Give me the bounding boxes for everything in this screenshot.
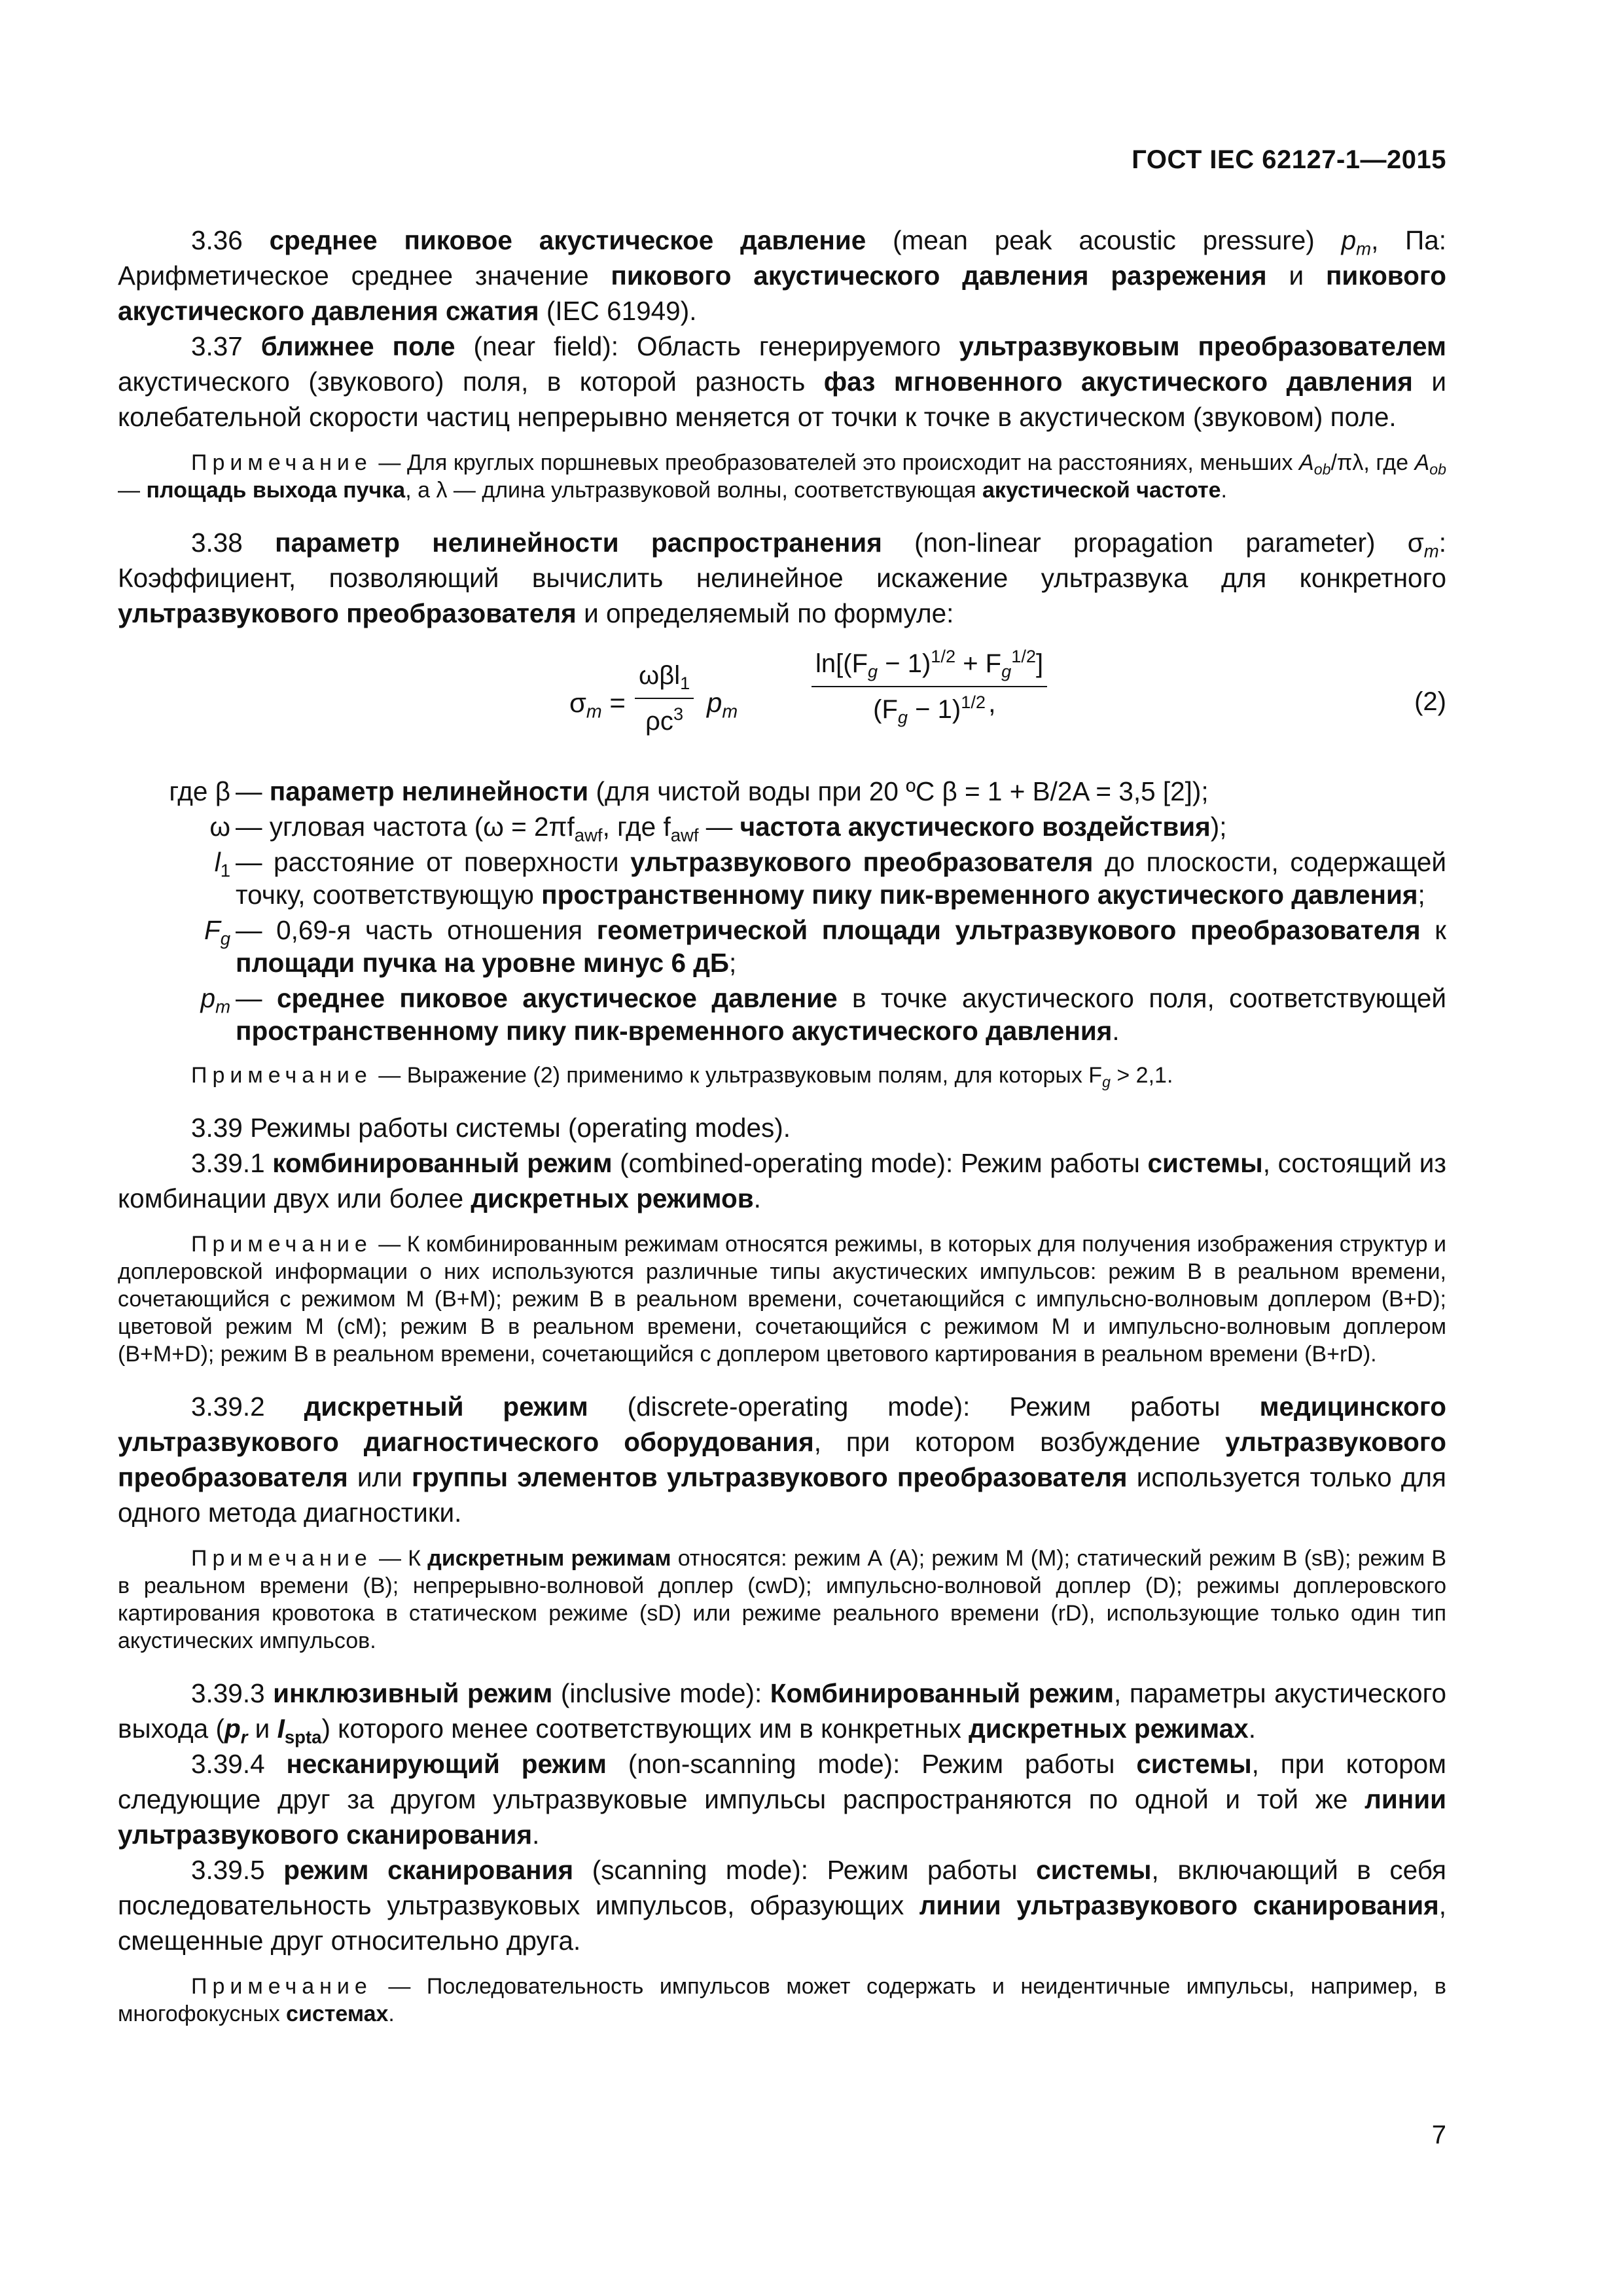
note-formula-applicability: Примечание — Выражение (2) применимо к ультразвуковым полям, для которых $F_g > 2,1$. xyxy=(191,1063,1173,1090)
legend-row-l1: $l_1$ — расстояние от поверхности ультразвукового преобразователя до плоскости, содержащей точку, соответствующую пространственному пику пик-временного акустического давления; xyxy=(214,847,1446,910)
document-code-header: ГОСТ IEC 62127-1—2015 xyxy=(1132,145,1446,174)
term-title: среднее пиковое акустическое давление xyxy=(269,225,866,255)
term-number: 3.36 xyxy=(191,225,243,255)
fraction-2-numerator: $\ln[(F_g - 1)^{1/2} + F_g^{1/2}]$ xyxy=(812,647,1047,687)
page-number: 7 xyxy=(1431,2121,1446,2149)
term-number: 3.39.4 xyxy=(191,1749,265,1779)
equation-number: (2) xyxy=(1414,687,1446,716)
note-discrete-modes: Примечание — К дискретным режимам относятся: режим А (А); режим М (М); статический режим В (sB); режим В в реальном времени (В); непрерывно-волновой доплер (cwD); импульсно-волновой доплер (D); режимы доплеровского картирования кровотока в статическом режиме (sD) или режиме реального времени (rD), использующие только один тип акустических импульсов. xyxy=(118,1546,1447,1653)
term-title: режим сканирования xyxy=(283,1855,574,1885)
formula-lhs: $\sigma_m$ = xyxy=(569,687,626,723)
term-number: 3.39.3 xyxy=(191,1678,265,1708)
fraction-2-denominator: $(F_g - 1)^{1/2}$ xyxy=(873,692,986,728)
fraction-1-denominator: $\rho c^3$ xyxy=(645,704,684,736)
fraction-1-numerator: ωβl$_1$ xyxy=(635,658,694,699)
note-label: Примечание xyxy=(191,1546,372,1571)
term-title: ближнее поле xyxy=(260,331,455,361)
term-number: 3.39.1 xyxy=(191,1148,265,1178)
term-title: инклюзивный режим xyxy=(273,1678,553,1708)
term-3-37: 3.37 ближнее поле (near field): Область генерируемого ультразвуковым преобразователем акустического (звукового) поля, в которой разность фаз мгновенного акустического давления и колебательной скорости частиц непрерывно меняется от точки к точке в акустическом (звуковом) поле. xyxy=(118,331,1446,432)
term-title: дискретный режим xyxy=(304,1391,588,1422)
term-3-39-3: 3.39.3 инклюзивный режим (inclusive mode): Комбинированный режим, параметры акустического выхода ($p_r$ и $I_{spta}$) которого менее соответствующих им в конкретных дискретных режимах. xyxy=(118,1678,1446,1748)
term-3-38: 3.38 параметр нелинейности распространения (non-linear propagation parameter) $\sigma_m$: Коэффициент, позволяющий вычислить нелинейное искажение ультразвука для конкретного ультразвукового преобразователя и определяемый по формуле: xyxy=(118,528,1446,628)
note-scanning: Примечание — Последовательность импульсов может содержать и неидентичные импульсы, например, в многофокусных системах. xyxy=(118,1974,1446,2026)
term-number: 3.37 xyxy=(191,331,243,361)
note-label: Примечание xyxy=(191,1232,372,1257)
legend-row-fg: $F_g$ — 0,69-я часть отношения геометрической площади ультразвукового преобразователя к площади пучка на уровне минус 6 дБ; xyxy=(204,915,1446,978)
note-near-field: Примечание — Для круглых поршневых преобразователей это происходит на расстояниях, меньших $A_{ob}/\pi\lambda$, где $A_{ob}$ — площадь выхода пучка, а λ — длина ультразвуковой волны, соответствующая акустической частоте. xyxy=(118,450,1447,503)
note-label: Примечание xyxy=(191,1974,372,1999)
page-content xyxy=(118,223,1446,2028)
term-3-39-5: 3.39.5 режим сканирования (scanning mode): Режим работы системы, включающий в себя последовательность ультразвуковых импульсов, образующих линии ультразвукового сканирования, смещенные друг относительно друга. xyxy=(118,1855,1446,1956)
term-title: параметр нелинейности распространения xyxy=(275,528,882,558)
term-number: 3.39.5 xyxy=(191,1855,265,1885)
formula-fraction-2 xyxy=(812,647,1047,726)
term-number: 3.38 xyxy=(191,528,243,558)
formula-legend xyxy=(118,775,1446,1047)
term-3-39-4: 3.39.4 несканирующий режим (non-scanning mode): Режим работы системы, при котором следующие друг за другом ультразвуковые импульсы распространяются по одной и той же линии ультразвукового сканирования. xyxy=(118,1749,1447,1850)
note-label: Примечание xyxy=(191,1063,372,1088)
term-3-39-2: 3.39.2 дискретный режим (discrete-operating mode): Режим работы медицинского ультразвукового диагностического оборудования, при котором возбуждение ультразвукового преобразователя или группы элементов ультразвукового преобразователя используется только для одного метода диагностики. xyxy=(118,1391,1446,1528)
term-3-36: 3.36 среднее пиковое акустическое давление (mean peak acoustic pressure) $p_m$, Па: Арифметическое среднее значение пикового акустического давления разрежения и пикового акустического давления сжатия (IEC 61949). xyxy=(118,225,1447,326)
legend-row-omega: ω — угловая частота ($\omega = 2\pi f_{awf}$, где $f_{awf}$ — частота акустического воздействия); xyxy=(209,812,1227,846)
legend-row-beta: где β — параметр нелинейности (для чистой воды при 20 ºС β = 1 + B/2A = 3,5 [2]); xyxy=(169,776,1209,806)
formula-2: $\sigma_m$ = ωβl$_1$ $\rho c^3$ $p_m$ $\frac{\ln[(F_g - 1)^{1/2} + F_g^{1/2}]}{(F_g - 1)^{1/2}}$ , (2) xyxy=(118,644,1446,775)
term-number: 3.39.2 xyxy=(191,1391,265,1422)
term-title: несканирующий режим xyxy=(286,1749,607,1779)
note-label: Примечание xyxy=(191,450,372,475)
legend-row-pm: $p_m$ — среднее пиковое акустическое давление в точке акустического поля, соответствующей пространственному пику пик-временного акустического давления. xyxy=(200,983,1446,1046)
term-3-39: 3.39 Режимы работы системы (operating modes). xyxy=(191,1113,791,1143)
note-combined-modes: Примечание — К комбинированным режимам относятся режимы, в которых для получения изображения структур и доплеровской информации о них используются различные типы акустических импульсов: режим В в реальном времени, сочетающийся с режимом М (В+М); режим В в реальном времени, сочетающийся с импульсно-волновым доплером (В+D); цветовой режим М (сМ); режим В в реальном времени, сочетающийся с режимом М и импульсно-волновым доплером (В+М+D); режим В в реальном времени, сочетающийся с доплером цветового картирования в реальном времени (В+rD). xyxy=(118,1232,1446,1367)
formula-fraction-1 xyxy=(635,658,694,738)
term-title: комбинированный режим xyxy=(272,1148,613,1178)
term-3-39-1: 3.39.1 комбинированный режим (combined-operating mode): Режим работы системы, состоящий из комбинации двух или более дискретных режимов. xyxy=(118,1148,1447,1213)
formula-pm: $p_m$ xyxy=(707,687,738,723)
